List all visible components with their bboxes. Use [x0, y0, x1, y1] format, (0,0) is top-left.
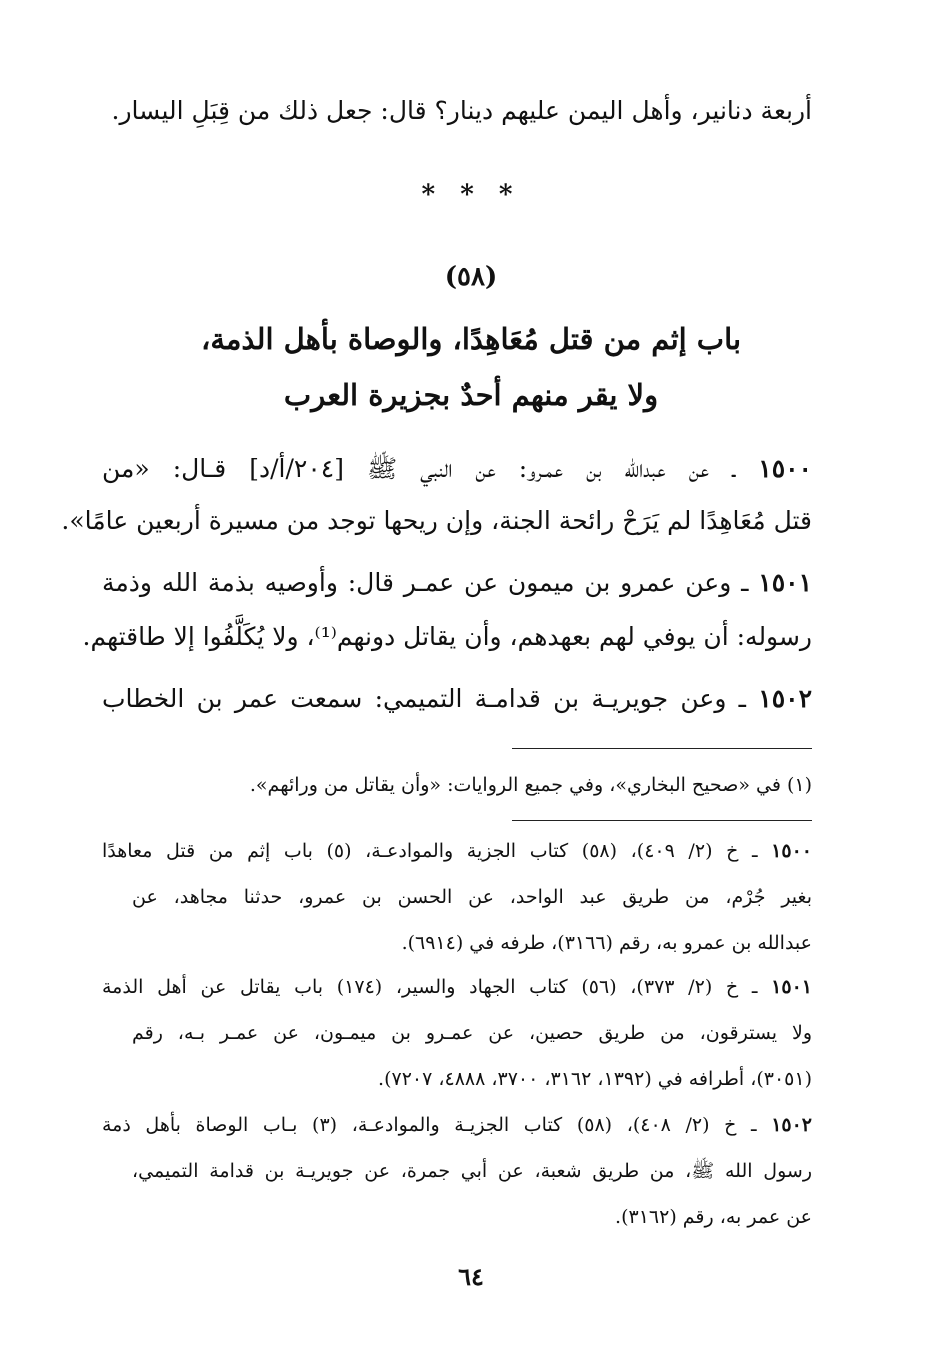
hadith-text: ـ وعن جويريـة بن قدامـة التميمي: سمعت عمر بن الخطاب: [102, 684, 747, 713]
hadith-text: ـ عن عبدالله بن عمـرو: عن النبي ﷺ [٢٠٤/أ/د] قـال: «من: [102, 454, 736, 483]
takhrij-text: ـ خ (٢/ ٤٠٨)، (٥٨) كتاب الجزيـة والموادعـة، (٣) بـاب الوصاة بأهل ذمة: [102, 1114, 757, 1136]
hadith-text: ـ وعن عمرو بن ميمون عن عمـر قال: وأوصيه بذمة الله وذمة: [102, 568, 749, 597]
takhrij-number: ١٥٠١: [771, 976, 812, 998]
hadith-1500-line-2: قتل مُعَاهِدًا لم يَرَحْ رائحة الجنة، وإن ريحها توجد من مسيرة أربعين عامًا».: [61, 506, 812, 535]
page-number: ٦٤: [458, 1262, 484, 1291]
hadith-1502-line-1: [102, 680, 812, 718]
takhrij-1500-line-2: بغير جُرْم، من طريق عبد الواحد، عن الحسن بن عمرو، حدثنا مجاهد، عن: [132, 886, 812, 908]
chapter-number: (٥٨): [444, 262, 498, 292]
takhrij-1500-line-3: عبدالله بن عمرو به، رقم (٣١٦٦)، طرفه في (٦٩١٤).: [401, 932, 812, 954]
hadith-number: ١٥٠٠: [758, 454, 812, 483]
chapter-title-line-2: ولا يقر منهم أحدٌ بجزيرة العرب: [283, 378, 659, 412]
takhrij-1501-line-3: (٣٠٥١)، أطرافه في (١٣٩٢، ٣١٦٢، ٣٧٠٠، ٤٨٨٨، ٧٢٠٧).: [378, 1068, 812, 1090]
hadith-number: ١٥٠١: [758, 568, 812, 597]
chapter-title-line-1: باب إثم من قتل مُعَاهِدًا، والوصاة بأهل الذمة،: [200, 322, 742, 356]
takhrij-text: ـ خ (٢/ ٣٧٣)، (٥٦) كتاب الجهاد والسير، (١٧٤) باب يقاتل عن أهل الذمة: [102, 976, 758, 998]
hadith-1501-line-1: [102, 564, 812, 602]
footnote-rule: [512, 748, 812, 749]
continuation-line: أربعة دنانير، وأهل اليمن عليهم دينار؟ قال: جعل ذلك من قِبَلِ اليسار.: [111, 96, 812, 125]
takhrij-text: ـ خ (٢/ ٤٠٩)، (٥٨) كتاب الجزية والموادعـة، (٥) باب إثم من قتل معاهدًا: [102, 840, 758, 862]
takhrij-1502-line-2: رسول الله ﷺ، من طريق شعبة، عن أبي جمرة، عن جويريـة بن قدامة التميمي،: [132, 1160, 812, 1182]
takhrij-number: ١٥٠٢: [771, 1114, 813, 1136]
hadith-number: ١٥٠٢: [758, 684, 812, 713]
takhrij-1501-line-2: ولا يسترقون، من طريق حصين، عن عمـرو بن ميمـون، عن عمـر بـه، رقم: [132, 1022, 812, 1044]
takhrij-1502-line-1: [102, 1110, 812, 1140]
takhrij-1501-line-1: [102, 972, 812, 1002]
section-separator: * * *: [421, 180, 521, 210]
takhrij-rule: [512, 820, 812, 821]
hadith-1500-line-1: [102, 450, 812, 488]
hadith-1501-line-2: رسوله: أن يوفي لهم بعهدهم، وأن يقاتل دونهم⁽¹⁾، ولا يُكَلَّفُوا إلا طاقتهم.: [82, 622, 812, 651]
takhrij-number: ١٥٠٠: [771, 840, 812, 862]
takhrij-1502-line-3: عن عمر به، رقم (٣١٦٢).: [615, 1206, 812, 1228]
takhrij-1500-line-1: [102, 836, 812, 866]
footnote: (١) في «صحيح البخاري»، وفي جميع الروايات: «وأن يقاتل من ورائهم».: [249, 774, 812, 796]
